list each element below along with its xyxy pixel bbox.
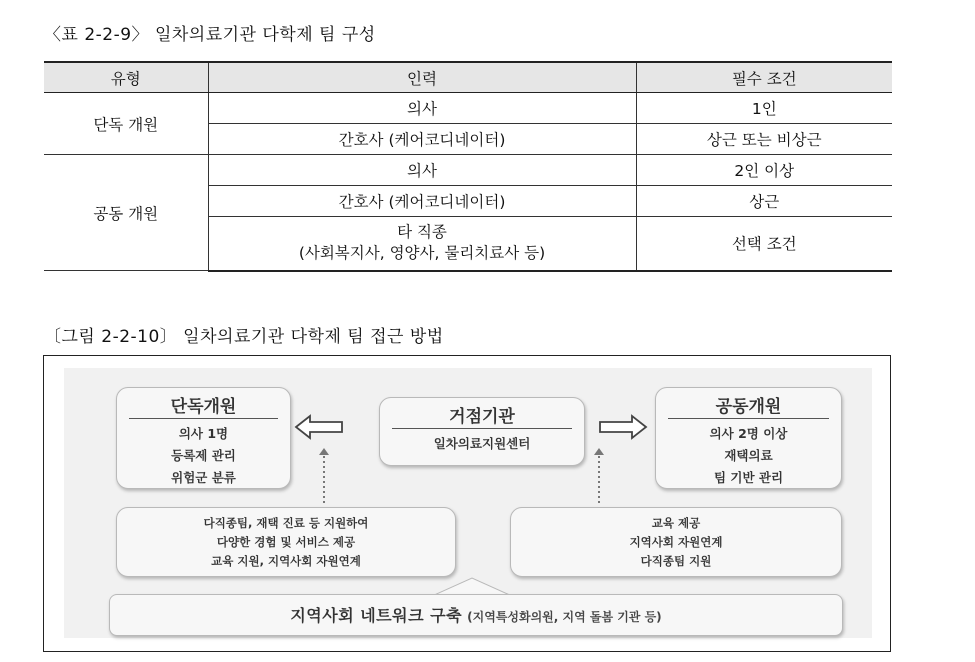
joint-line: 재택의료 <box>724 448 773 463</box>
joint-practice-box <box>655 387 842 489</box>
table-caption: 〈표 2-2-9〉 일차의료기관 다학제 팀 구성 <box>44 25 376 45</box>
table-row <box>44 155 892 186</box>
type-cell: 공동 개원 <box>44 155 208 271</box>
condition-cell: 상근 <box>636 186 892 217</box>
figure-caption: 〔그림 2-2-10〕 일차의료기관 다학제 팀 접근 방법 <box>44 327 444 347</box>
support-line: 지역사회 자원연계 <box>629 535 723 549</box>
table-row <box>44 93 892 124</box>
support-line: 다직종팀 지원 <box>640 554 712 568</box>
team-composition-table <box>44 61 892 272</box>
condition-cell: 2인 이상 <box>636 155 892 186</box>
left-arrow-icon <box>294 414 346 440</box>
divider <box>668 418 829 419</box>
solo-practice-box <box>116 387 291 489</box>
dotted-up-arrow-icon <box>317 448 331 506</box>
staff-cell: 의사 <box>208 93 636 124</box>
divider <box>129 418 278 419</box>
joint-support-box <box>510 507 842 577</box>
staff-line: (사회복지사, 영양사, 물리치료사 등) <box>298 244 546 263</box>
support-line: 교육 지원, 지역사회 자원연계 <box>211 554 361 568</box>
diagram-background <box>64 368 872 638</box>
staff-line: 타 직종 <box>397 223 447 242</box>
staff-cell: 간호사 (케어코디네이터) <box>208 186 636 217</box>
solo-line: 등록제 관리 <box>171 448 236 463</box>
header-condition: 필수 조건 <box>636 62 892 93</box>
team-approach-diagram <box>43 355 891 652</box>
support-line: 교육 제공 <box>651 516 701 530</box>
joint-title: 공동개원 <box>715 397 782 417</box>
network-subtitle: (지역특성화의원, 지역 돌봄 기관 등) <box>467 610 662 624</box>
hub-title: 거점기관 <box>449 407 515 427</box>
staff-cell <box>208 217 636 271</box>
type-cell: 단독 개원 <box>44 93 208 155</box>
support-line: 다양한 경험 및 서비스 제공 <box>216 535 356 549</box>
hub-line: 일차의료지원센터 <box>433 436 531 451</box>
joint-line: 의사 2명 이상 <box>709 426 788 441</box>
network-pointer-icon <box>432 576 512 596</box>
condition-cell: 선택 조건 <box>636 217 892 271</box>
staff-cell: 간호사 (케어코디네이터) <box>208 124 636 155</box>
solo-line: 의사 1명 <box>178 426 229 441</box>
header-type: 유형 <box>44 62 208 93</box>
header-staff: 인력 <box>208 62 636 93</box>
right-arrow-icon <box>596 414 648 440</box>
community-network-box <box>109 594 843 636</box>
solo-line: 위험군 분류 <box>171 470 236 485</box>
divider <box>392 428 572 429</box>
support-line: 다직종팀, 재택 진료 등 지원하여 <box>203 516 369 530</box>
staff-cell: 의사 <box>208 155 636 186</box>
solo-support-box <box>116 507 456 577</box>
condition-cell: 상근 또는 비상근 <box>636 124 892 155</box>
solo-title: 단독개원 <box>170 397 237 417</box>
network-title: 지역사회 네트워크 구축 <box>290 606 463 625</box>
hub-institution-box <box>379 397 585 466</box>
joint-line: 팀 기반 관리 <box>713 470 784 485</box>
dotted-up-arrow-icon <box>592 448 606 506</box>
condition-cell: 1인 <box>636 93 892 124</box>
